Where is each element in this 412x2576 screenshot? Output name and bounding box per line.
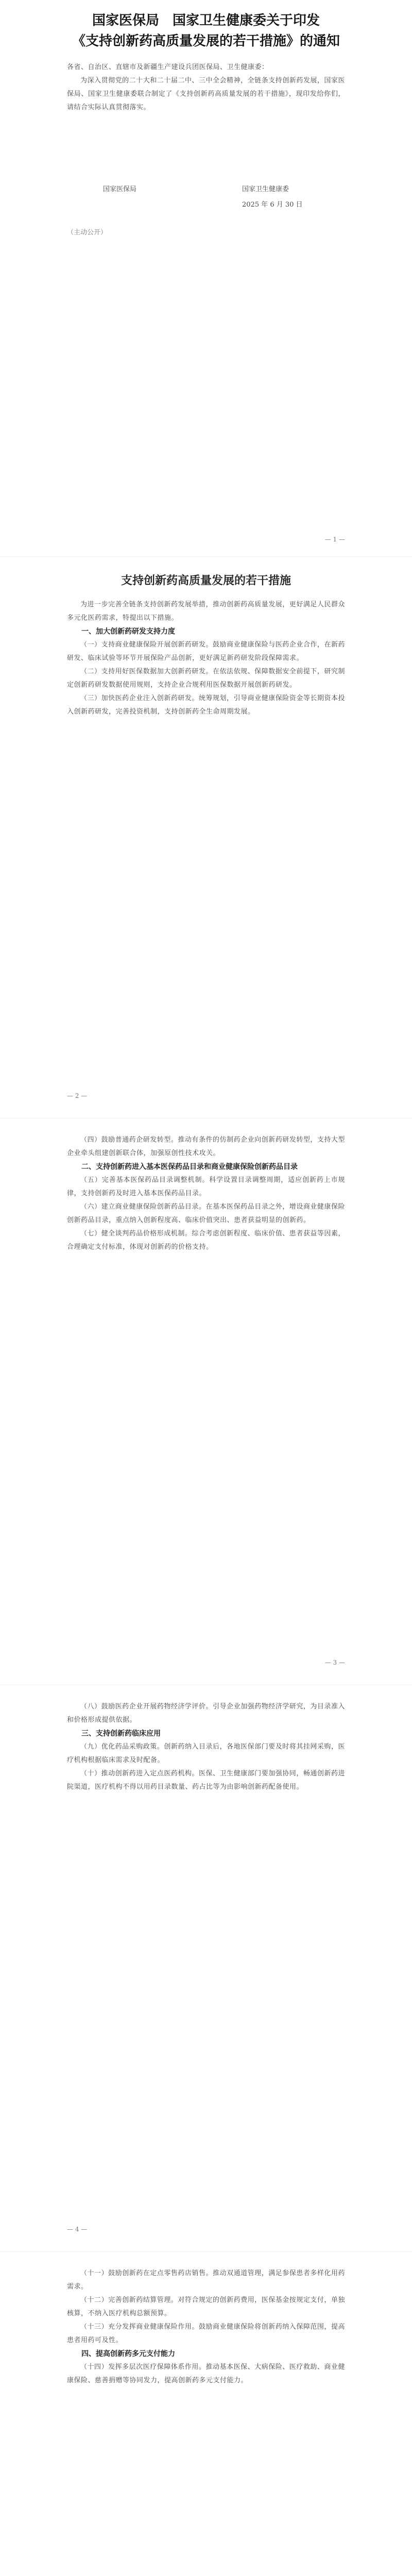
measure-item: （十一）鼓励创新药在定点零售药店销售。推动双通道管理，满足参保患者多样化用药需求。: [67, 2269, 345, 2291]
issuer-left: 国家医保局: [103, 185, 137, 193]
notice-title-line1: 国家医保局 国家卫生健康委关于印发: [92, 13, 320, 28]
issuer-right: 国家卫生健康委: [242, 185, 289, 193]
measures-title: 支持创新药高质量发展的若干措施: [121, 574, 291, 587]
measure-item: （一）支持商业健康保险开展创新药研发。鼓励商业健康保险与医药企业合作，在新药研发、临床试验等环节开展保险产品创新，更好满足新药研发阶段保障需求。: [67, 641, 345, 662]
page-number: — 1 —: [324, 536, 345, 543]
notice-page: [0, 0, 412, 556]
measure-item: （三）加快医药企业注入创新药研发。统筹规划，引导商业健康保险资金等长期资本投入创新药研发，完善投资机制，支持创新药全生命周期发展。: [67, 694, 345, 716]
notice-title-line2: 《支持创新药高质量发展的若干措施》的通知: [72, 33, 340, 49]
measure-item: （四）鼓励普通药企研发转型。推动有条件的仿制药企业向创新药研发转型，支持大型企业牵头组建创新联合体，加强原创性技术攻关。: [67, 1136, 345, 1157]
measures-page-4: [0, 2257, 412, 2576]
intro-paragraph: 为进一步完善全链条支持创新药发展举措，推动创新药高质量发展，更好满足人民群众多元化医药需求，特提出以下措施。: [67, 601, 345, 622]
section-heading: 二、支持创新药进入基本医保药品目录和商业健康保险创新药品目录: [81, 1163, 298, 1171]
measure-item: （十）推动创新药进入定点医药机构。医保、卫生健康部门要加强协同，畅通创新药进院渠道，医疗机构不得以用药目录数量、药占比等为由影响创新药配备使用。: [67, 1770, 345, 1791]
section-heading: 四、提高创新药多元支付能力: [81, 2350, 175, 2358]
page-number: — 2 —: [67, 1092, 88, 1099]
measure-item: （十四）发挥多层次医疗保障体系作用。推动基本医保、大病保险、医疗救助、商业健康保险、慈善捐赠等协同发力，提高创新药多元支付能力。: [67, 2363, 345, 2384]
measure-item: （七）健全谈判药品价格形成机制。综合考虑创新程度、临床价值、患者获益等因素，合理确定支付标准，体现对创新药的价格支持。: [67, 1230, 345, 1251]
page-number: — 4 —: [67, 2226, 88, 2233]
measure-item: （九）优化药品采购政策。创新药纳入目录后，各地医保部门要及时将其挂网采购，医疗机构根据临床需求及时配备。: [67, 1743, 345, 1764]
publication-note: （主动公开）: [67, 229, 108, 236]
page-divider: [0, 556, 412, 557]
section-heading: 三、支持创新药临床应用: [81, 1730, 161, 1738]
measure-item: （十三）充分发挥商业健康保险作用。鼓励商业健康保险将创新药纳入保障范围，提高患者用药可及性。: [67, 2323, 345, 2344]
page-divider: [0, 2251, 412, 2252]
page-number: — 3 —: [324, 1659, 345, 1666]
measure-item: （五）完善基本医保药品目录调整机制。科学设置目录调整周期，适应创新药上市规律，支持创新药及时进入基本医保药品目录。: [67, 1176, 345, 1197]
measures-page-1: [0, 562, 412, 1113]
measure-item: （八）鼓励医药企业开展药物经济学评价。引导企业加强药物经济学研究，为目录准入和价格形成提供依据。: [67, 1703, 345, 1724]
section-heading: 一、加大创新药研发支持力度: [81, 628, 175, 636]
measures-page-2: [0, 1123, 412, 1680]
notice-date: 2025 年 6 月 30 日: [242, 201, 303, 209]
measure-item: （六）建立商业健康保险创新药品目录。在基本医保药品目录之外，增设商业健康保险创新药品目录，重点纳入创新程度高、临床价值突出、患者获益明显的创新药。: [67, 1203, 345, 1224]
notice-addressee: 各省、自治区、直辖市及新疆生产建设兵团医保局、卫生健康委：: [67, 63, 269, 71]
measure-item: （十二）完善创新药结算管理。对符合规定的创新药费用，医保基金按规定支付，单独核算，不纳入医疗机构总额预算。: [67, 2296, 345, 2317]
measures-page-3: [0, 1690, 412, 2246]
measure-item: （二）支持用好医保数据加大创新药研发。在依法依规、保障数据安全前提下，研究制定创新药研发数据使用规则，支持企业合规利用医保数据开展创新药研发。: [67, 668, 345, 689]
notice-body: 为深入贯彻党的二十大和二十届二中、三中全会精神，全链条支持创新药发展，国家医保局、国家卫生健康委联合制定了《支持创新药高质量发展的若干措施》，现印发给你们，请结合实际认真贯彻落实。: [67, 77, 345, 111]
